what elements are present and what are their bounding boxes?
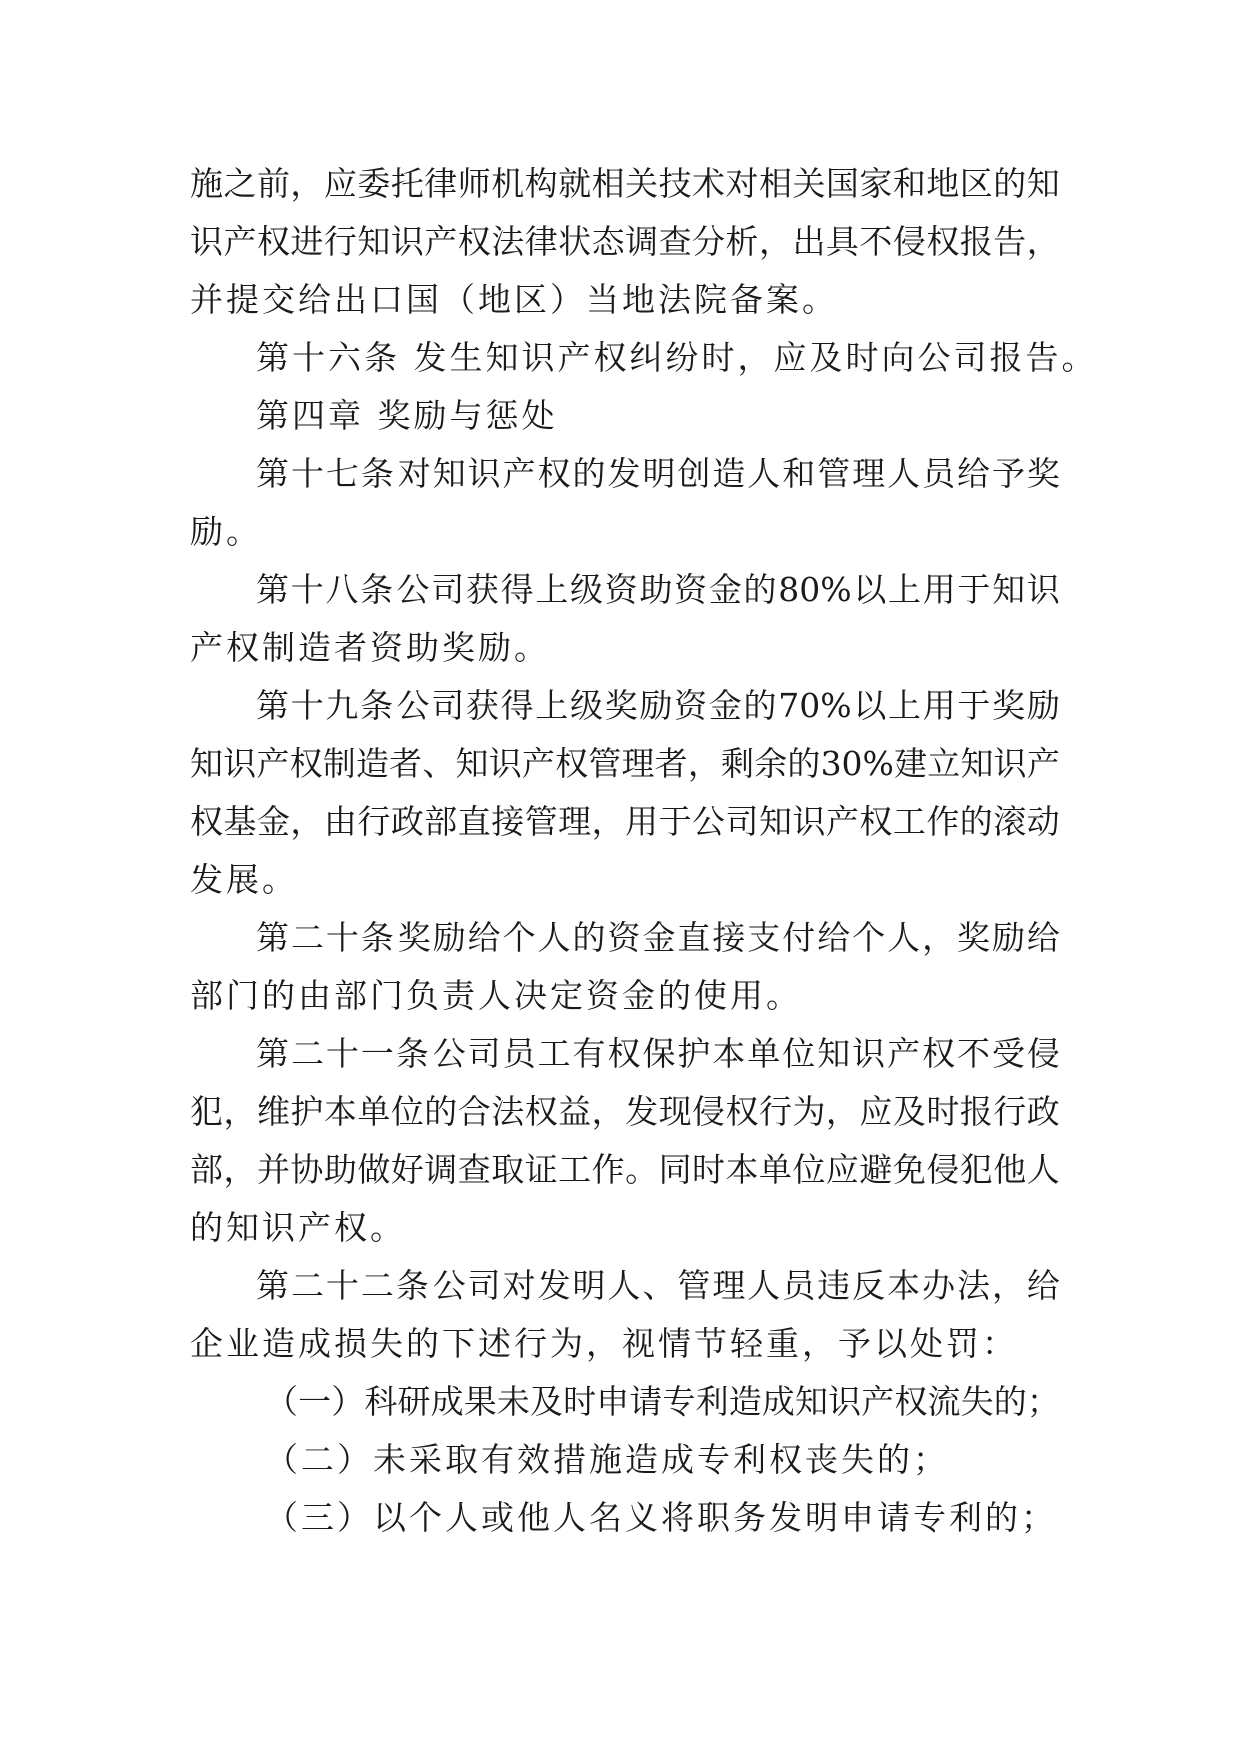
text-line: 知 识 产 权 制 造 者 、 知 识 产 权 管 理 者 ， 剩 余 的 30% 建 立 知 识 产 xyxy=(190,744,1060,783)
text-line: 产权制造者资助奖励。 xyxy=(190,628,550,667)
text-line: 励。 xyxy=(190,512,262,551)
text-line: 的知识产权。 xyxy=(190,1208,406,1247)
text-line: 发展。 xyxy=(190,860,298,899)
document-body xyxy=(190,155,1098,1547)
text-line: 识 产 权 进 行 知 识 产 权 法 律 状 态 调 查 分 析 ， 出 具 不 侵 权 报 告 ， xyxy=(190,222,1060,261)
text-line: 第四章 奖励与惩处 xyxy=(256,396,558,435)
text-line: 第 二 十 二 条 公 司 对 发 明 人 、 管 理 人 员 违 反 本 办 法 ， 给 xyxy=(256,1266,1060,1305)
text-line: 权 基 金 ， 由 行 政 部 直 接 管 理 ， 用 于 公 司 知 识 产 权 工 作 的 滚 动 xyxy=(190,802,1060,841)
text-line: （二）未采取有效措施造成专利权丧失的； xyxy=(265,1440,949,1479)
text-line: 并提交给出口国（地区）当地法院备案。 xyxy=(190,280,838,319)
text-line: 部 ， 并 协 助 做 好 调 查 取 证 工 作 。 同 时 本 单 位 应 避 免 侵 犯 他 人 xyxy=(190,1150,1060,1189)
text-line: 第 十 九 条 公 司 获 得 上 级 奖 励 资 金 的 70% 以 上 用 于 奖 励 xyxy=(256,686,1060,725)
text-line: 第 二 十 一 条 公 司 员 工 有 权 保 护 本 单 位 知 识 产 权 不 受 侵 xyxy=(256,1034,1060,1073)
text-line: 第 二 十 条 奖 励 给 个 人 的 资 金 直 接 支 付 给 个 人 ， 奖 励 给 xyxy=(256,918,1060,957)
text-line: 第 十 七 条 对 知 识 产 权 的 发 明 创 造 人 和 管 理 人 员 给 予 奖 xyxy=(256,454,1060,493)
text-line: 施 之 前 ， 应 委 托 律 师 机 构 就 相 关 技 术 对 相 关 国 家 和 地 区 的 知 xyxy=(190,164,1060,203)
text-line: 部门的由部门负责人决定资金的使用。 xyxy=(190,976,802,1015)
text-line: （三）以个人或他人名义将职务发明申请专利的； xyxy=(265,1498,1057,1537)
text-line: 第 十 八 条 公 司 获 得 上 级 资 助 资 金 的 80% 以 上 用 于 知 识 xyxy=(256,570,1060,609)
text-line: 企业造成损失的下述行为，视情节轻重，予以处罚： xyxy=(190,1324,1018,1363)
text-line: 第十六条 发生知识产权纠纷时，应及时向公司报告。 xyxy=(256,338,1098,377)
text-line: 犯 ， 维 护 本 单 位 的 合 法 权 益 ， 发 现 侵 权 行 为 ， 应 及 时 报 行 政 xyxy=(190,1092,1060,1131)
text-line: （ 一 ） 科 研 成 果 未 及 时 申 请 专 利 造 成 知 识 产 权 流 失 的 ； xyxy=(265,1382,1060,1421)
